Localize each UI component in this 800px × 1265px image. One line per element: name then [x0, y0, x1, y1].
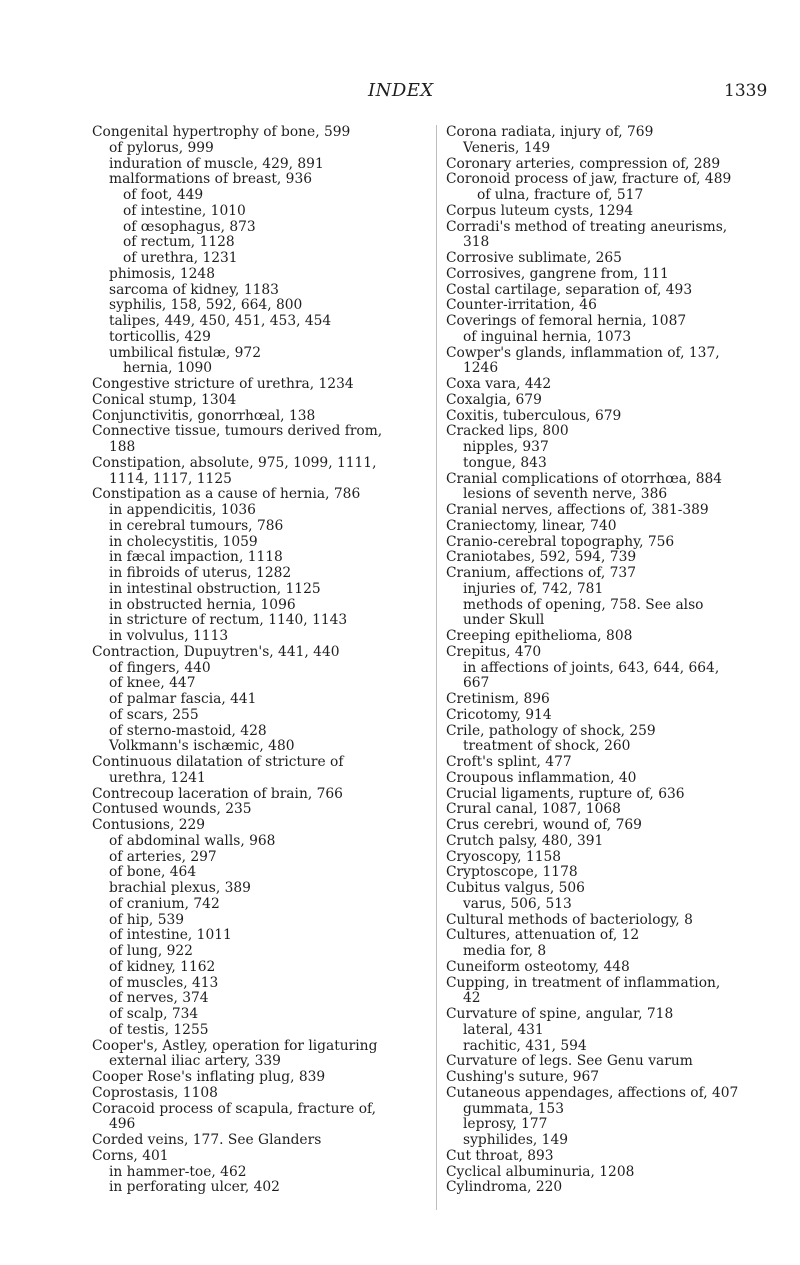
index-subentry: of kidney, 1162 [109, 958, 216, 975]
index-entry: Craniectomy, linear, 740 [446, 517, 617, 534]
index-subentry: in volvulus, 1113 [109, 628, 229, 644]
index-subentry: hernia, 1090 [123, 360, 213, 377]
index-subentry: of scalp, 734 [109, 1006, 199, 1022]
index-entry: Cryoscopy, 1158 [446, 848, 562, 865]
index-subentry: brachial plexus, 389 [109, 880, 251, 896]
index-entry: Cranium, affections of, 737 [446, 565, 636, 581]
index-entry: Cryptoscope, 1178 [446, 864, 578, 881]
index-entry: Conjunctivitis, gonorrhœal, 138 [92, 407, 316, 424]
index-entry: Coxitis, tuberculous, 679 [446, 407, 622, 424]
index-subentry: in cerebral tumours, 786 [109, 517, 284, 534]
index-entry: Crepitus, 470 [446, 643, 542, 660]
index-entry: Continuous dilatation of stricture of [92, 754, 344, 770]
index-subentry: phimosis, 1248 [109, 265, 215, 282]
index-subentry: 188 [109, 439, 136, 455]
index-subentry: varus, 506, 513 [463, 895, 572, 912]
index-entry: Croupous inflammation, 40 [446, 769, 637, 786]
index-entry: Corded veins, 177. See Glanders [92, 1132, 322, 1148]
index-subentry: of knee, 447 [109, 675, 196, 692]
index-subentry: 1114, 1117, 1125 [109, 470, 232, 487]
index-subentry: of testis, 1255 [109, 1021, 209, 1038]
index-entry: Cracked lips, 800 [446, 423, 569, 440]
index-entry: Cowper's glands, inflammation of, 137, [446, 344, 720, 361]
index-subentry: of sterno-mastoid, 428 [109, 722, 267, 739]
index-subentry: urethra, 1241 [109, 769, 206, 786]
index-subentry: in cholecystitis, 1059 [109, 533, 258, 550]
index-column-right [446, 125, 776, 1196]
index-entry: Constipation, absolute, 975, 1099, 1111, [92, 454, 377, 471]
index-entry: Cupping, in treatment of inflammation, [446, 974, 721, 991]
index-entry: Contusions, 229 [92, 817, 206, 833]
index-subentry: tongue, 843 [463, 454, 547, 471]
index-subentry: in fæcal impaction, 1118 [109, 549, 283, 566]
index-entry: Corpus luteum cysts, 1294 [446, 202, 634, 219]
index-subentry: nipples, 937 [463, 439, 549, 455]
index-entry: Corrosives, gangrene from, 111 [446, 265, 669, 282]
index-subentry: 496 [109, 1116, 136, 1133]
index-subentry: methods of opening, 758. See also [463, 596, 704, 613]
index-entry: Coxalgia, 679 [446, 391, 542, 408]
index-entry: Cuneiform osteotomy, 448 [446, 958, 630, 975]
index-entry: Costal cartilage, separation of, 493 [446, 281, 693, 298]
index-subentry: of cranium, 742 [109, 895, 220, 912]
index-entry: Coronary arteries, compression of, 289 [446, 155, 721, 172]
index-subentry: in appendicitis, 1036 [109, 502, 256, 518]
index-subentry: 42 [463, 990, 481, 1007]
index-column-left [92, 125, 430, 1196]
index-subentry: torticollis, 429 [109, 328, 211, 345]
index-subentry: injuries of, 742, 781 [463, 580, 604, 597]
index-subentry: of intestine, 1010 [123, 202, 246, 219]
index-subentry: of arteries, 297 [109, 848, 217, 865]
index-subentry: Volkmann's ischæmic, 480 [109, 738, 295, 755]
index-subentry: under Skull [463, 612, 545, 629]
index-entry: Cut throat, 893 [446, 1147, 554, 1164]
index-entry: Coronoid process of jaw, fracture of, 489 [446, 171, 732, 188]
index-subentry: syphilis, 158, 592, 664, 800 [109, 297, 303, 314]
index-entry: Cultural methods of bacteriology, 8 [446, 911, 693, 928]
index-subentry: 318 [463, 234, 490, 251]
index-subentry: of lung, 922 [109, 943, 193, 959]
index-subentry: of fingers, 440 [109, 659, 211, 676]
index-entry: Curvature of legs. See Genu varum [446, 1053, 693, 1070]
index-subentry: in fibroids of uterus, 1282 [109, 565, 292, 581]
index-entry: Cubitus valgus, 506 [446, 880, 585, 896]
index-subentry: of scars, 255 [109, 706, 199, 723]
index-subentry: of foot, 449 [123, 187, 204, 203]
index-subentry: external iliac artery, 339 [109, 1053, 281, 1070]
index-subentry: lateral, 431 [463, 1021, 544, 1038]
column-divider [436, 125, 437, 1210]
index-subentry: of ulna, fracture of, 517 [477, 187, 644, 203]
index-subentry: in intestinal obstruction, 1125 [109, 580, 321, 597]
index-subentry: sarcoma of kidney, 1183 [109, 281, 279, 298]
index-subentry: lesions of seventh nerve, 386 [463, 486, 668, 503]
index-entry: Counter-irritation, 46 [446, 297, 597, 314]
index-entry: Corradi's method of treating aneurisms, [446, 218, 728, 235]
index-subentry: 1246 [463, 360, 499, 377]
running-title: INDEX [368, 80, 434, 101]
index-entry: Contraction, Dupuytren's, 441, 440 [92, 643, 340, 660]
index-entry: Congenital hypertrophy of bone, 599 [92, 124, 351, 140]
index-entry: Corns, 401 [92, 1147, 169, 1164]
index-entry: Cutaneous appendages, affections of, 407 [446, 1084, 739, 1101]
index-entry: Congestive stricture of urethra, 1234 [92, 376, 354, 392]
index-entry: Corona radiata, injury of, 769 [446, 124, 654, 140]
index-entry: Cooper's, Astley, operation for ligaturing [92, 1037, 378, 1054]
index-entry: Creeping epithelioma, 808 [446, 628, 633, 644]
index-subentry: of intestine, 1011 [109, 927, 232, 944]
index-entry: Corrosive sublimate, 265 [446, 250, 622, 266]
index-subentry: in obstructed hernia, 1096 [109, 596, 296, 613]
index-subentry: in perforating ulcer, 402 [109, 1179, 280, 1196]
index-subentry: rachitic, 431, 594 [463, 1037, 587, 1054]
index-subentry: treatment of shock, 260 [463, 738, 631, 755]
index-entry: Crucial ligaments, rupture of, 636 [446, 785, 685, 802]
index-entry: Cyclical albuminuria, 1208 [446, 1163, 635, 1180]
index-entry: Contused wounds, 235 [92, 801, 252, 818]
index-subentry: media for, 8 [463, 943, 547, 959]
index-entry: Cricotomy, 914 [446, 706, 552, 723]
index-entry: Coracoid process of scapula, fracture of, [92, 1100, 377, 1117]
index-entry: Cranial complications of otorrhœa, 884 [446, 470, 723, 487]
index-entry: Crutch palsy, 480, 391 [446, 832, 604, 849]
page-number: 1339 [724, 81, 768, 101]
index-subentry: in affections of joints, 643, 644, 664, [463, 659, 720, 676]
index-subentry: malformations of breast, 936 [109, 171, 312, 188]
index-subentry: 667 [463, 675, 490, 692]
index-entry: Cranio-cerebral topography, 756 [446, 533, 675, 550]
index-subentry: gummata, 153 [463, 1100, 564, 1117]
index-subentry: of muscles, 413 [109, 974, 219, 991]
index-entry: Connective tissue, tumours derived from, [92, 423, 383, 440]
index-subentry: of inguinal hernia, 1073 [463, 328, 632, 345]
index-entry: Cushing's suture, 967 [446, 1069, 600, 1085]
index-entry: Constipation as a cause of hernia, 786 [92, 486, 361, 503]
index-entry: Crus cerebri, wound of, 769 [446, 817, 642, 833]
index-entry: Coverings of femoral hernia, 1087 [446, 313, 687, 329]
index-entry: Craniotabes, 592, 594, 739 [446, 549, 637, 566]
index-entry: Cretinism, 896 [446, 691, 550, 707]
index-subentry: of œsophagus, 873 [123, 218, 256, 235]
index-entry: Cooper Rose's inflating plug, 839 [92, 1069, 326, 1085]
index-entry: Coprostasis, 1108 [92, 1084, 218, 1101]
index-subentry: of pylorus, 999 [109, 139, 214, 156]
index-entry: Conical stump, 1304 [92, 391, 237, 408]
index-entry: Coxa vara, 442 [446, 376, 552, 392]
index-subentry: of abdominal walls, 968 [109, 832, 276, 849]
index-entry: Crural canal, 1087, 1068 [446, 801, 621, 818]
index-subentry: talipes, 449, 450, 451, 453, 454 [109, 313, 332, 329]
index-subentry: of rectum, 1128 [123, 234, 235, 251]
index-entry: Crile, pathology of shock, 259 [446, 722, 656, 739]
index-entry: Cultures, attenuation of, 12 [446, 927, 640, 944]
index-subentry: of nerves, 374 [109, 990, 209, 1007]
index-subentry: induration of muscle, 429, 891 [109, 155, 324, 172]
index-subentry: in stricture of rectum, 1140, 1143 [109, 612, 348, 629]
index-entry: Croft's splint, 477 [446, 754, 572, 770]
index-entry: Cranial nerves, affections of, 381-389 [446, 502, 709, 518]
index-subentry: syphilides, 149 [463, 1132, 569, 1148]
index-entry: Curvature of spine, angular, 718 [446, 1006, 674, 1022]
index-entry: Cylindroma, 220 [446, 1179, 563, 1196]
index-subentry: Veneris, 149 [463, 139, 551, 156]
index-subentry: of hip, 539 [109, 911, 185, 928]
index-subentry: leprosy, 177 [463, 1116, 548, 1133]
index-subentry: in hammer-toe, 462 [109, 1163, 247, 1180]
index-subentry: of urethra, 1231 [123, 250, 238, 266]
index-entry: Contrecoup laceration of brain, 766 [92, 785, 343, 802]
index-subentry: umbilical fistulæ, 972 [109, 344, 261, 361]
page-header [0, 78, 800, 108]
index-subentry: of palmar fascia, 441 [109, 691, 257, 707]
index-subentry: of bone, 464 [109, 864, 197, 881]
